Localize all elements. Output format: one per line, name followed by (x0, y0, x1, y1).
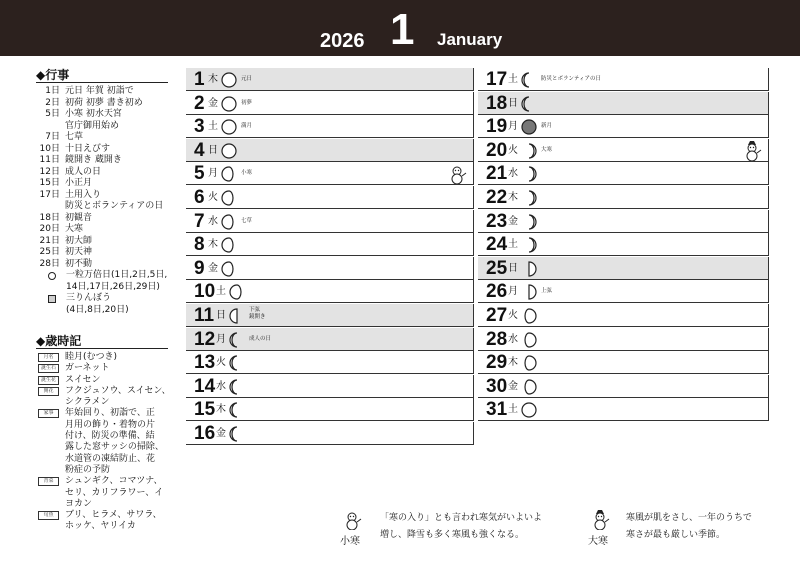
day-number: 22 (486, 187, 508, 208)
moon-wax-gib-icon (521, 378, 537, 400)
day-note (541, 123, 552, 130)
day-cell (478, 257, 769, 280)
saijiki-text: スイセン (65, 374, 101, 385)
moon-wane-gib-icon (229, 283, 245, 305)
square-mark (48, 295, 56, 303)
day-cell (478, 280, 769, 303)
event-row (38, 109, 178, 121)
saijiki-text: 粉症の予防 (65, 464, 111, 475)
weekday-label: 土 (216, 286, 226, 298)
day-cell (478, 398, 769, 421)
saijiki-row (38, 352, 178, 363)
weekday-label: 月 (508, 286, 518, 298)
moon-wane-cres-icon (229, 401, 245, 423)
day-number: 15 (194, 399, 216, 421)
day-cell (186, 280, 474, 303)
day-number: 16 (194, 423, 216, 444)
day-note (541, 76, 601, 83)
weekday-label: 月 (208, 168, 218, 180)
year-label: 2026 (320, 30, 365, 52)
saijiki-text: ホッケ、ヤリイカ (65, 521, 136, 532)
moon-wane-cres-icon (229, 425, 245, 447)
weekday-label: 金 (208, 97, 218, 109)
moon-wane-cres-icon (521, 95, 537, 117)
saijiki-row (38, 363, 178, 374)
event-day: 2日 (45, 97, 60, 108)
day-cell (186, 186, 474, 209)
saijiki-text: 月用の飾り・着物の片 (65, 419, 156, 430)
day-note-text: 七草 (241, 217, 253, 224)
day-number: 11 (194, 305, 215, 326)
event-day: 18日 (39, 212, 60, 223)
weekday-label: 木 (208, 74, 218, 85)
event-text: 七草 (65, 132, 84, 142)
event-day: 21日 (39, 235, 60, 246)
day-note (241, 123, 252, 130)
events-divider (36, 82, 168, 83)
day-cell (478, 233, 769, 256)
day-cell (186, 92, 474, 115)
moon-wax-gib-icon (521, 307, 537, 329)
moon-last-q-icon (229, 307, 245, 329)
saijiki-text: シュンギク、コマツナ、 (65, 476, 163, 487)
event-day: 5日 (45, 109, 60, 119)
weekday-label: 土 (508, 404, 518, 416)
circle-mark (48, 272, 56, 280)
day-note (241, 170, 252, 177)
moon-wane-gib-icon (221, 236, 237, 258)
event-row (38, 190, 178, 202)
day-note-text: 防災とボランティアの日 (541, 76, 602, 82)
day-note-text: 元日 (241, 76, 253, 82)
weekday-label: 月 (216, 333, 226, 345)
day-cell (478, 210, 769, 233)
day-note-text: 新月 (541, 123, 553, 130)
event-row (38, 259, 178, 271)
legend-row (48, 293, 178, 305)
day-cell (478, 304, 769, 327)
saijiki-row (38, 386, 178, 397)
event-row (38, 236, 178, 248)
event-text: 初荷 初夢 書き初め (65, 97, 143, 108)
month-name: January (437, 30, 503, 49)
moon-full-icon (221, 71, 237, 93)
event-day: 25日 (39, 247, 60, 257)
day-note-text: 初夢 (241, 99, 253, 106)
day-cell (478, 186, 769, 209)
day-cell (186, 375, 474, 398)
weekday-label: 火 (216, 357, 226, 369)
moon-wax-cres-icon (521, 236, 537, 258)
day-note (241, 218, 252, 225)
day-cell (186, 139, 474, 162)
day-note-text: 鏡開き (249, 314, 266, 320)
day-cell (186, 68, 474, 91)
footer-line: 増し、降雪も多く寒風も強くなる。 (380, 530, 525, 540)
day-cell (186, 233, 474, 256)
day-cell (186, 304, 474, 327)
event-text: 初観音 (65, 212, 93, 223)
snowman-with-hat-icon (592, 510, 610, 534)
weekday-label: 木 (216, 404, 226, 416)
day-number: 2 (194, 92, 205, 114)
day-number: 3 (194, 116, 205, 138)
day-cell (186, 422, 474, 445)
saijiki-tag: 開花 (38, 387, 59, 396)
saijiki-row (38, 454, 178, 465)
saijiki-row (38, 521, 178, 532)
day-number: 21 (486, 163, 508, 185)
saijiki-row (38, 442, 178, 453)
day-number: 12 (194, 328, 216, 350)
events-list (38, 86, 178, 270)
day-cell (186, 115, 474, 138)
day-number: 10 (194, 281, 216, 303)
weekday-label: 水 (208, 215, 218, 227)
day-number: 7 (194, 210, 205, 232)
event-text: 大寒 (65, 224, 84, 234)
day-number: 1 (194, 69, 205, 90)
weekday-label: 土 (208, 121, 218, 133)
day-cell (478, 92, 769, 115)
saijiki-title: ◆歳時記 (36, 334, 82, 348)
day-note (249, 336, 271, 343)
day-note-text: 上弦 (541, 288, 553, 295)
moon-first-q-icon (521, 283, 537, 305)
saijiki-text: セリ、カリフラワー、イ (65, 487, 164, 498)
saijiki-tag: 誕生石 (38, 364, 59, 373)
header-bar (0, 0, 800, 56)
day-number: 27 (486, 305, 508, 326)
day-number: 17 (486, 69, 508, 90)
event-day: 7日 (45, 132, 60, 142)
event-text: 十日えびす (65, 143, 111, 154)
saijiki-text: ガーネット (65, 363, 110, 374)
saijiki-list (38, 352, 178, 533)
day-note (241, 76, 252, 83)
weekday-label: 火 (208, 192, 218, 203)
moon-wax-cres-icon (521, 213, 537, 235)
day-number: 6 (194, 187, 205, 208)
event-day: 12日 (39, 166, 60, 177)
footer-line: 「寒の入り」とも言われ寒気がいよいよ (380, 513, 543, 523)
event-text: 官庁御用始め (65, 120, 120, 131)
moon-new-icon (521, 118, 537, 140)
day-number: 30 (486, 375, 508, 397)
saijiki-row (38, 488, 178, 499)
square-icon (48, 293, 66, 303)
event-text: 小正月 (65, 178, 93, 188)
weekday-label: 日 (208, 144, 218, 156)
day-note-text: 下弦 (249, 307, 261, 313)
moon-wax-cres-icon (521, 142, 537, 164)
event-row (38, 144, 178, 156)
weekday-label: 木 (508, 192, 518, 203)
moon-full-icon (521, 401, 537, 423)
saijiki-row (38, 465, 178, 476)
legend-text: (4日,8日,20日) (66, 304, 129, 315)
event-row (38, 247, 178, 259)
saijiki-row (38, 510, 178, 521)
snowman-with-hat-icon (744, 141, 762, 165)
weekday-label: 金 (508, 215, 518, 227)
moon-first-q-icon (521, 260, 537, 282)
saijiki-tag: 家事 (38, 409, 59, 418)
event-day: 28日 (39, 258, 60, 269)
weekday-label: 木 (508, 357, 518, 369)
moon-wax-cres-icon (521, 189, 537, 211)
moon-wane-cres-icon (229, 331, 245, 353)
day-cell (186, 257, 474, 280)
legend-text: 三りんぼう (66, 293, 112, 303)
day-number: 29 (486, 352, 508, 374)
day-cell (478, 375, 769, 398)
snowman-icon (344, 510, 362, 534)
saijiki-row (38, 420, 178, 431)
moon-wane-cres-icon (229, 378, 245, 400)
day-number: 5 (194, 163, 205, 185)
circle-icon (48, 270, 66, 280)
day-cell (478, 351, 769, 374)
day-number: 28 (486, 328, 508, 350)
event-row (38, 167, 178, 179)
event-day: 17日 (39, 189, 60, 200)
weekday-label: 土 (508, 239, 518, 251)
day-number: 23 (486, 210, 508, 232)
event-text: 鏡開き 蔵開き (65, 155, 122, 165)
weekday-label: 火 (508, 310, 518, 321)
weekday-label: 火 (508, 144, 518, 156)
event-text: 土用入り (65, 189, 102, 200)
moon-wax-cres-icon (521, 165, 537, 187)
events-title: ◆行事 (36, 68, 70, 82)
event-text: 小寒 初水天宮 (65, 109, 122, 119)
event-row (38, 213, 178, 225)
day-cell (186, 210, 474, 233)
saijiki-text: 露した窓サッシの掃除、 (65, 442, 164, 453)
weekday-label: 金 (508, 380, 518, 392)
month-number: 1 (390, 5, 415, 54)
day-note-text: 小寒 (241, 170, 253, 177)
event-text: 元日 年賀 初詣で (65, 86, 134, 96)
day-number: 4 (194, 139, 205, 161)
day-number: 8 (194, 234, 205, 256)
weekday-label: 金 (208, 262, 218, 274)
legend-text: 14日,17日,26日,29日) (66, 281, 160, 292)
day-note (249, 307, 266, 321)
moon-wax-gib-icon (521, 331, 537, 353)
event-text: 初不動 (65, 258, 93, 269)
footer-line: 寒風が肌をさし、一年のうちで (626, 513, 752, 523)
day-cell (478, 139, 769, 162)
day-cell (478, 162, 769, 185)
event-row (38, 178, 178, 190)
weekday-label: 月 (508, 121, 518, 133)
saijiki-row (38, 476, 178, 487)
moon-full-icon (221, 95, 237, 117)
weekday-label: 金 (216, 428, 226, 439)
event-row (38, 98, 178, 110)
event-text: 防災とボランティアの日 (65, 201, 164, 211)
day-number: 14 (194, 375, 216, 397)
event-row (38, 132, 178, 144)
weekday-label: 水 (508, 333, 518, 345)
event-text: 成人の日 (65, 166, 102, 177)
day-note-text: 大寒 (541, 146, 553, 153)
legend-text: 一粒万倍日(1日,2日,5日, (66, 270, 168, 280)
day-note-text: 満月 (241, 123, 253, 130)
saijiki-row (38, 499, 178, 510)
day-cell (186, 328, 474, 351)
day-cell (186, 398, 474, 421)
saijiki-divider (36, 348, 168, 349)
saijiki-text: ブリ、ヒラメ、サワラ、 (65, 510, 162, 521)
saijiki-text: 水道管の凍結防止、花 (65, 453, 156, 464)
saijiki-row (38, 431, 178, 442)
moon-full-icon (221, 118, 237, 140)
saijiki-tag: 青菜 (38, 477, 59, 486)
day-number: 18 (486, 92, 508, 114)
saijiki-text: 睦月(むつき) (65, 352, 118, 362)
footer-shokan-name: 小寒 (340, 536, 360, 547)
weekday-label: 木 (208, 239, 218, 251)
saijiki-text: ヨカン (65, 498, 93, 509)
footer-daikan-name: 大寒 (588, 536, 608, 547)
weekday-label: 日 (508, 97, 518, 109)
moon-wane-gib-icon (221, 189, 237, 211)
footer-line: 寒さが最も厳しい季節。 (626, 530, 726, 540)
moon-wax-gib-icon (521, 354, 537, 376)
day-number: 13 (194, 352, 216, 374)
day-number: 31 (486, 399, 508, 421)
weekday-label: 日 (508, 262, 518, 274)
moon-wane-gib-icon (221, 213, 237, 235)
weekday-label: 水 (508, 168, 518, 180)
event-row (38, 155, 178, 167)
event-row (38, 86, 178, 98)
saijiki-row (38, 408, 178, 419)
event-day: 11日 (39, 155, 60, 165)
day-number: 25 (486, 257, 508, 279)
moon-wane-gib-icon (221, 260, 237, 282)
saijiki-tag: 誕生花 (38, 376, 59, 385)
saijiki-text: 付け、防災の準備、結 (65, 431, 155, 442)
event-row (38, 224, 178, 236)
day-number: 26 (486, 281, 508, 303)
weekday-label: 土 (508, 74, 518, 85)
day-number: 24 (486, 234, 508, 256)
event-day: 1日 (45, 86, 60, 96)
event-day: 10日 (39, 143, 60, 154)
saijiki-row (38, 375, 178, 386)
saijiki-tag: 月名 (38, 353, 59, 362)
day-number: 9 (194, 257, 205, 279)
day-cell (186, 351, 474, 374)
saijiki-row (38, 397, 178, 408)
day-note-text: 成人の日 (249, 335, 272, 342)
moon-wane-cres-icon (229, 354, 245, 376)
snowman-icon (449, 164, 467, 188)
legend-row (48, 270, 178, 282)
event-day: 15日 (39, 178, 60, 188)
day-note (541, 288, 552, 295)
moon-wane-cres-icon (521, 71, 537, 93)
day-number: 19 (486, 116, 508, 138)
saijiki-text: フクジュソウ、スイセン、 (65, 385, 171, 396)
day-note (241, 100, 252, 107)
weekday-label: 日 (216, 310, 226, 321)
footer-shokan-text (380, 510, 542, 544)
moon-full-icon (221, 142, 237, 164)
saijiki-text: 年始回り、初詣で、正 (65, 408, 155, 419)
day-cell (478, 328, 769, 351)
day-cell (186, 162, 474, 185)
event-day: 20日 (39, 224, 60, 234)
saijiki-text: シクラメン (65, 397, 110, 408)
event-text: 初大師 (65, 235, 93, 246)
event-text: 初天神 (65, 247, 93, 257)
weekday-label: 水 (216, 380, 226, 392)
day-cell (478, 115, 769, 138)
saijiki-tag: 旬魚 (38, 511, 59, 520)
legend (48, 270, 178, 316)
footer-daikan-text (626, 510, 752, 544)
day-number: 20 (486, 139, 508, 161)
day-note (541, 147, 552, 154)
moon-wane-gib-icon (221, 165, 237, 187)
day-cell (478, 68, 769, 91)
